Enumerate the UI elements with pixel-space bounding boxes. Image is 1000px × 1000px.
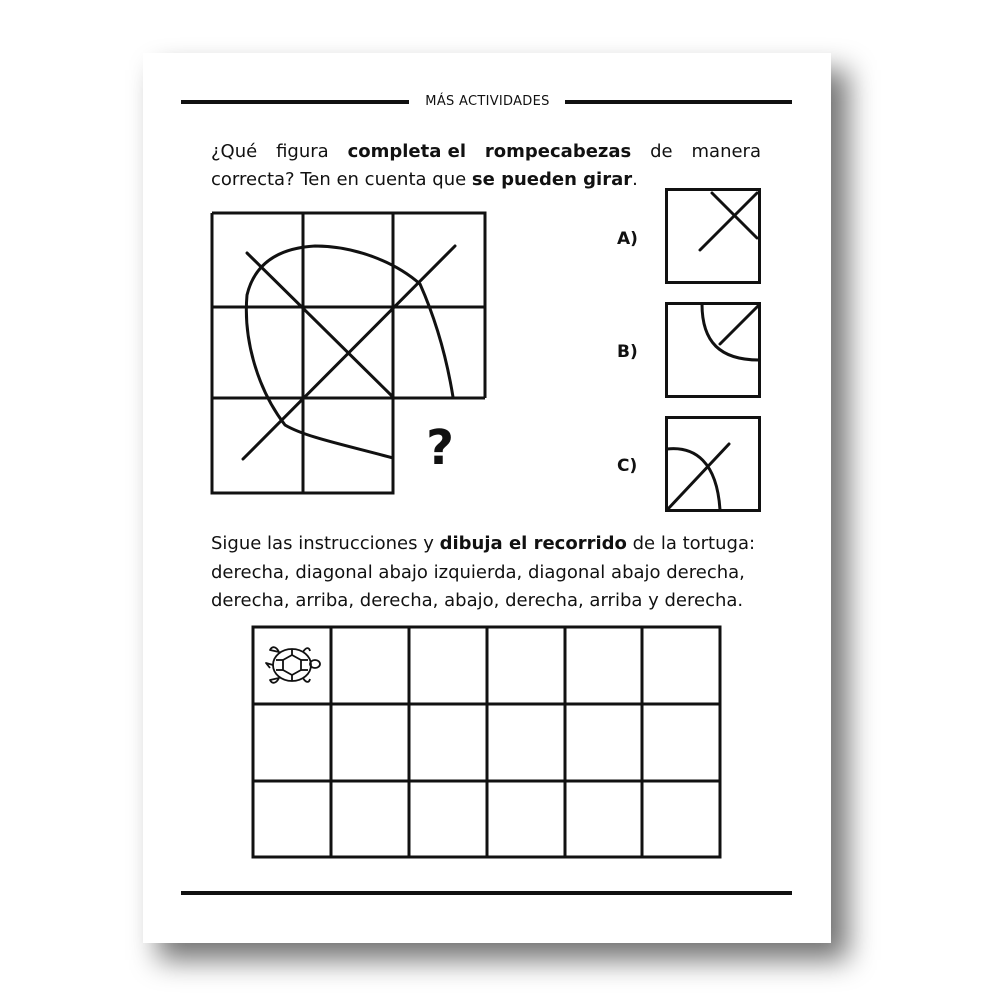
text-part: Sigue las instrucciones y (211, 533, 440, 554)
turtle-question-line-2: derecha, diagonal abajo izquierda, diagonal abajo derecha, (211, 561, 745, 583)
turtle-icon (266, 647, 320, 683)
footer-rule (181, 891, 792, 895)
turtle-question-line-3: derecha, arriba, derecha, abajo, derecha, arriba y derecha. (211, 590, 744, 611)
text-part: correcta? Ten en cuenta que (211, 169, 472, 190)
bold-phrase: se pueden girar (471, 169, 633, 190)
bold-phrase: rompecabezas (484, 141, 632, 162)
text-part: . (632, 169, 638, 190)
word: figura (276, 141, 329, 162)
word: de (650, 141, 673, 162)
word: ¿Qué (211, 141, 258, 162)
option-a-label[interactable]: A) (617, 229, 638, 249)
word: manera (691, 141, 761, 162)
option-c-label[interactable]: C) (617, 456, 638, 476)
text-part: de la tortuga: (626, 533, 756, 554)
section-title: MÁS ACTIVIDADES (425, 94, 550, 109)
missing-piece-mark: ? (426, 420, 454, 476)
option-b-label[interactable]: B) (617, 342, 638, 362)
bold-phrase: completa el (347, 141, 467, 162)
bold-phrase: dibuja el recorrido (439, 533, 627, 554)
